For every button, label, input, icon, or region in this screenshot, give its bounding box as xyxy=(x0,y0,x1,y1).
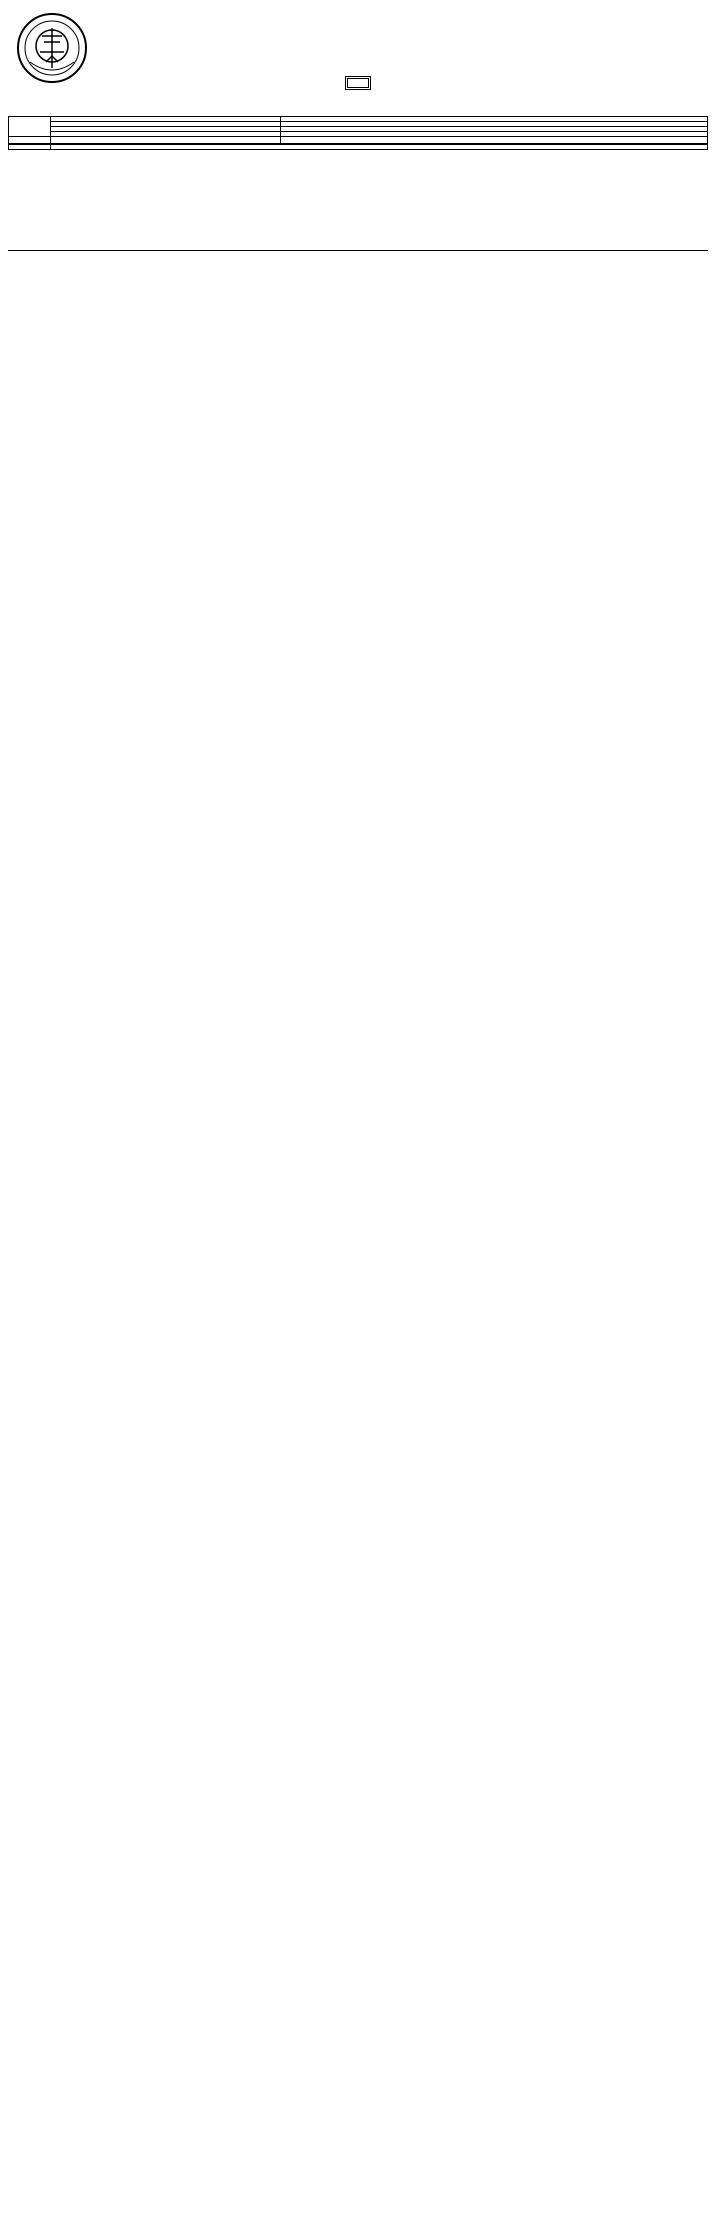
row-label xyxy=(51,137,281,144)
bpdb-logo-icon xyxy=(16,12,88,84)
notice-subtitle xyxy=(345,76,371,90)
divider xyxy=(8,250,708,251)
signature-block xyxy=(8,150,708,270)
tender-offices-table xyxy=(8,116,708,144)
notice-header xyxy=(8,6,708,116)
row-number xyxy=(9,117,51,137)
table-row xyxy=(9,137,708,144)
row-number xyxy=(9,145,51,150)
row-value xyxy=(281,137,708,144)
package-table-cell xyxy=(51,145,708,150)
row-number xyxy=(9,137,51,144)
table-row xyxy=(9,145,708,150)
